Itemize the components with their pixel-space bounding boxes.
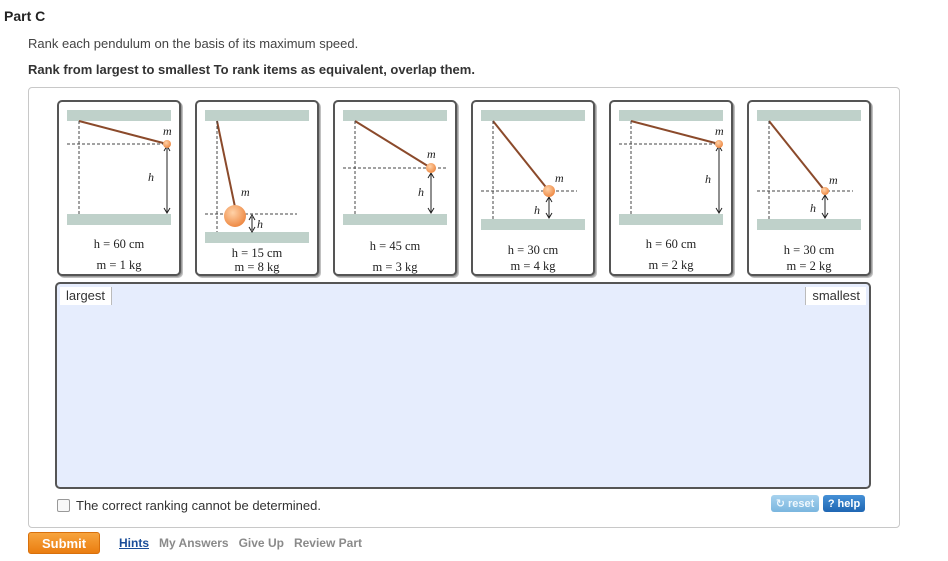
pendulum-string <box>79 121 167 144</box>
card-2-mass: m = 8 kg <box>234 260 280 274</box>
ceiling-bar <box>205 110 309 121</box>
card-4-mass: m = 4 kg <box>510 259 556 273</box>
floor-bar <box>343 214 447 225</box>
card-5-mass: m = 2 kg <box>648 258 694 272</box>
card-6-height: h = 30 cm <box>783 243 835 257</box>
pendulum-card-2[interactable] <box>195 100 319 276</box>
card-1-mass: m = 1 kg <box>96 258 142 272</box>
pendulum-string <box>631 121 719 144</box>
mass-label: m <box>427 147 436 161</box>
reset-button[interactable] <box>771 495 819 512</box>
floor-bar <box>757 219 861 230</box>
card-3-height: h = 45 cm <box>369 239 421 253</box>
floor-bar <box>481 219 585 230</box>
largest-label: largest <box>60 287 112 305</box>
help-label: help <box>837 497 861 510</box>
card-1-height: h = 60 cm <box>93 237 145 251</box>
height-label: h <box>148 170 154 184</box>
mass-label: m <box>555 171 564 185</box>
reset-icon: ↻ <box>775 498 785 510</box>
pendulum-card-6[interactable] <box>747 100 871 276</box>
reset-label: reset <box>787 497 815 510</box>
ceiling-bar <box>343 110 447 121</box>
height-label: h <box>257 217 263 231</box>
pendulum-string <box>493 121 549 191</box>
cannot-determine-row[interactable] <box>57 496 321 514</box>
ranking-drop-zone[interactable] <box>55 282 871 489</box>
pendulum-card-3[interactable] <box>333 100 457 276</box>
floor-bar <box>67 214 171 225</box>
pendulum-card-5[interactable] <box>609 100 733 276</box>
smallest-label: smallest <box>805 287 866 305</box>
pendulum-string <box>769 121 825 191</box>
instruction-text: Rank each pendulum on the basis of its maximum speed. <box>28 36 359 51</box>
mass-label: m <box>241 185 250 199</box>
height-label: h <box>705 172 711 186</box>
ceiling-bar <box>67 110 171 121</box>
my-answers-link[interactable]: My Answers <box>159 536 229 550</box>
footer-links <box>119 536 362 550</box>
card-3-mass: m = 3 kg <box>372 260 418 274</box>
card-5-height: h = 60 cm <box>645 237 697 251</box>
pendulum-bob <box>715 140 723 148</box>
pendulum-card-4[interactable] <box>471 100 595 276</box>
height-label: h <box>418 185 424 199</box>
hints-link[interactable]: Hints <box>119 536 149 550</box>
card-4-height: h = 30 cm <box>507 243 559 257</box>
pendulum-bob <box>543 185 555 197</box>
floor-bar <box>619 214 723 225</box>
help-button[interactable] <box>823 495 865 512</box>
pendulum-bob <box>224 205 246 227</box>
pendulum-string <box>355 121 431 168</box>
pendulum-bob <box>163 140 171 148</box>
ceiling-bar <box>619 110 723 121</box>
mass-label: m <box>829 173 838 187</box>
mass-label: m <box>715 124 724 138</box>
cannot-determine-label: The correct ranking cannot be determined. <box>76 497 321 513</box>
ceiling-bar <box>481 110 585 121</box>
cannot-determine-checkbox[interactable] <box>57 499 70 512</box>
pendulum-string <box>217 121 235 207</box>
pendulum-bob <box>821 187 829 195</box>
help-icon: ? <box>827 497 835 510</box>
pendulum-bob <box>426 163 436 173</box>
mass-label: m <box>163 124 172 138</box>
part-title: Part C <box>4 8 46 24</box>
give-up-link[interactable]: Give Up <box>238 536 284 550</box>
card-2-height: h = 15 cm <box>231 246 283 260</box>
rank-instruction-text: Rank from largest to smallest To rank items as equivalent, overlap them. <box>28 62 475 77</box>
card-6-mass: m = 2 kg <box>786 259 832 273</box>
floor-bar <box>205 232 309 243</box>
height-label: h <box>534 203 540 217</box>
height-label: h <box>810 201 816 215</box>
pendulum-card-1[interactable] <box>57 100 181 276</box>
review-part-link[interactable]: Review Part <box>293 536 362 550</box>
submit-button[interactable]: Submit <box>28 532 100 554</box>
ceiling-bar <box>757 110 861 121</box>
